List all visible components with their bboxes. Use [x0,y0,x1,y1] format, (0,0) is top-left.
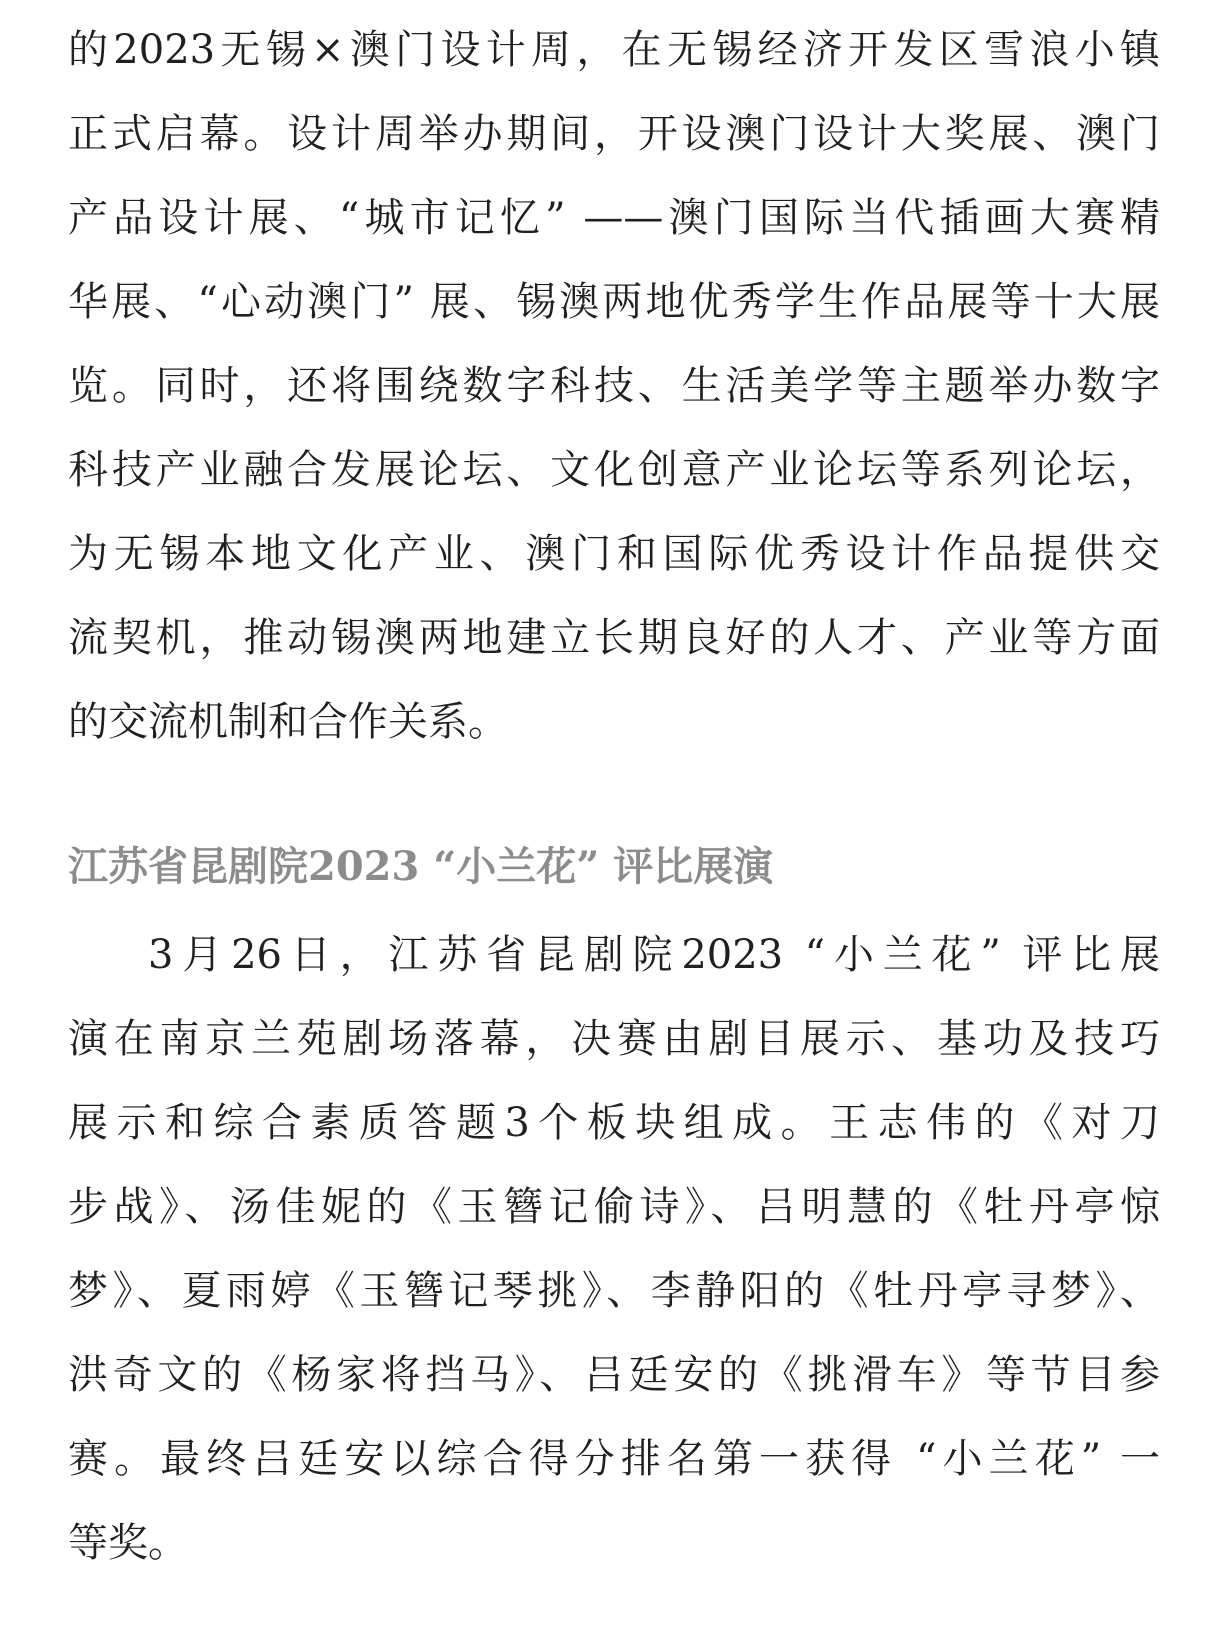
paragraph-line: 演在南京兰苑剧场落幕，决赛由剧目展示、基功及技巧 [68,1016,1160,1062]
paragraph-line: 展示和综合素质答题3个板块组成。王志伟的《对刀 [68,1100,1160,1146]
article-paragraph-design-week [68,8,1160,764]
paragraph-line: 华展、“心动澳门” 展、锡澳两地优秀学生作品展等十大展 [68,279,1160,325]
paragraph-line: 梦》、夏雨婷《玉簪记琴挑》、李静阳的《牡丹亭寻梦》、 [68,1268,1160,1314]
paragraph-line: 科技产业融合发展论坛、文化创意产业论坛等系列论坛， [68,447,1160,493]
paragraph-line: 的2023无锡×澳门设计周，在无锡经济开发区雪浪小镇 [68,27,1160,73]
paragraph-line: 步战》、汤佳妮的《玉簪记偷诗》、吕明慧的《牡丹亭惊 [68,1184,1160,1230]
paragraph-line: 产品设计展、“城市记忆” ——澳门国际当代插画大赛精 [68,195,1160,241]
paragraph-line: 赛。最终吕廷安以综合得分排名第一获得 “小兰花” 一 [68,1436,1160,1482]
paragraph-line: 正式启幕。设计周举办期间，开设澳门设计大奖展、澳门 [68,111,1160,157]
paragraph-line: 为无锡本地文化产业、澳门和国际优秀设计作品提供交 [68,531,1160,577]
section-heading: 江苏省昆剧院2023 “小兰花” 评比展演 [68,843,774,890]
paragraph-line: 的交流机制和合作关系。 [68,699,508,745]
paragraph-line: 流契机，推动锡澳两地建立长期良好的人才、产业等方面 [68,615,1160,661]
paragraph-line: 3月26日，江苏省昆剧院2023 “小兰花” 评比展 [148,932,1160,978]
paragraph-line: 览。同时，还将围绕数字科技、生活美学等主题举办数字 [68,363,1160,409]
paragraph-line: 等奖。 [68,1520,188,1566]
article-paragraph-xiaolanhua [68,913,1160,1585]
paragraph-line: 洪奇文的《杨家将挡马》、吕廷安的《挑滑车》等节目参 [68,1352,1160,1398]
